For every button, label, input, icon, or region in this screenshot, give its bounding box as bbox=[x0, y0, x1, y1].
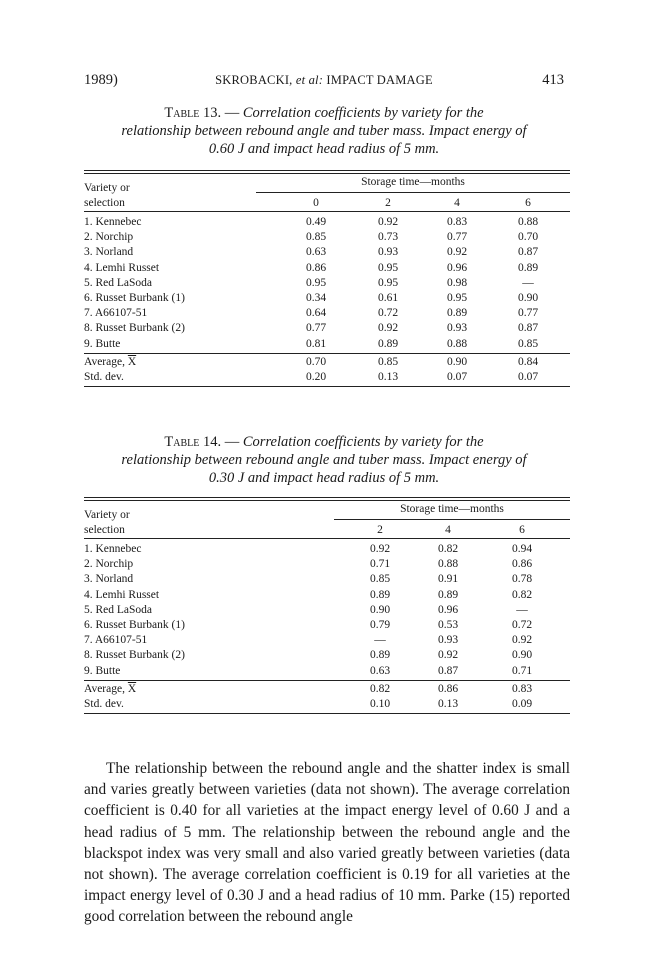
table14-table-row bbox=[84, 572, 570, 586]
table13-caption-line1: Correlation coefficients by variety for the bbox=[242, 105, 484, 121]
table14-row-label: 5. Red LaSoda bbox=[84, 603, 153, 616]
table13-table-row bbox=[84, 337, 570, 351]
table13-summary-rule bbox=[84, 353, 570, 354]
table13-summary-cell: 0.13 bbox=[377, 371, 399, 383]
table13-caption bbox=[100, 104, 548, 158]
table13-summary-cell: 0.07 bbox=[517, 371, 539, 383]
table14-cell: 0.88 bbox=[437, 558, 459, 571]
table13-cell: 0.93 bbox=[377, 246, 399, 259]
table13-header-rule bbox=[84, 211, 570, 212]
table14-table-row bbox=[84, 603, 570, 617]
table14-cell: 0.53 bbox=[437, 619, 459, 631]
table14-col-label-row-2 bbox=[84, 523, 570, 537]
table13-summary-label-text: Std. dev. bbox=[84, 371, 124, 383]
table14-column-header: 6 bbox=[519, 524, 525, 536]
table13-cell: 0.95 bbox=[446, 292, 468, 304]
table14-row-label: 9. Butte bbox=[84, 664, 121, 677]
table14-caption-label: Table bbox=[164, 434, 200, 450]
running-head-title bbox=[84, 73, 564, 88]
running-head-topic: IMPACT DAMAGE bbox=[326, 73, 433, 87]
table13-col-label-row-1 bbox=[84, 181, 570, 195]
table13-summary-label bbox=[84, 355, 136, 369]
table13-row-label: 6. Russet Burbank (1) bbox=[84, 292, 185, 304]
table13-table-row bbox=[84, 261, 570, 275]
table14-table-row bbox=[84, 648, 570, 662]
table14-cell: 0.96 bbox=[437, 603, 459, 616]
table14-row-label: 2. Norchip bbox=[84, 558, 134, 571]
table13-storage-heading: Storage time—months bbox=[361, 176, 465, 188]
page-number: 413 bbox=[542, 72, 564, 88]
table13-cell: 0.89 bbox=[446, 307, 468, 320]
table13-summary-cell: 0.07 bbox=[446, 371, 468, 383]
table14-header-rule bbox=[84, 538, 570, 539]
table14-row-label: 6. Russet Burbank (1) bbox=[84, 619, 185, 631]
table13-caption-number: 13. — bbox=[203, 105, 240, 121]
table13-summary-row bbox=[84, 370, 570, 384]
table14-summary-row bbox=[84, 682, 570, 696]
table13-cell: 0.89 bbox=[377, 337, 399, 350]
table14-col-label-1: Variety or bbox=[84, 509, 130, 521]
table13-cell: 0.73 bbox=[377, 231, 399, 244]
table13-cell: 0.63 bbox=[305, 246, 327, 259]
table13-top-rule-2 bbox=[84, 173, 570, 174]
table14-cell: — bbox=[374, 634, 386, 647]
table13-cell: 0.87 bbox=[517, 246, 539, 259]
table14-summary-row bbox=[84, 697, 570, 711]
table13-column-header: 0 bbox=[313, 197, 319, 209]
table14-cell: 0.78 bbox=[511, 573, 533, 586]
table13-cell: 0.85 bbox=[517, 337, 539, 350]
table13-cell: 0.86 bbox=[305, 261, 327, 274]
table13-table-row bbox=[84, 245, 570, 259]
table13-summary-label-text: Average, bbox=[84, 355, 125, 368]
table14-table-row bbox=[84, 588, 570, 602]
table14-summary-cell: 0.09 bbox=[511, 698, 533, 710]
table14-cell: 0.94 bbox=[511, 543, 533, 555]
table13-row-label: 9. Butte bbox=[84, 337, 121, 350]
table14-storage-heading: Storage time—months bbox=[400, 503, 504, 515]
table14-top-rule-2 bbox=[84, 500, 570, 501]
body-paragraph bbox=[84, 758, 570, 928]
table13-cell: 0.88 bbox=[446, 337, 468, 350]
table14-summary-cell: 0.82 bbox=[369, 682, 391, 695]
table14-row-label: 7. A66107-51 bbox=[84, 634, 148, 647]
table13-cell: 0.77 bbox=[305, 322, 327, 335]
table13-summary-row bbox=[84, 355, 570, 369]
table14-cell: 0.89 bbox=[437, 588, 459, 601]
table14-cell: 0.91 bbox=[437, 573, 459, 586]
table14-cell: 0.87 bbox=[437, 664, 459, 677]
table13-bottom-rule bbox=[84, 386, 570, 387]
table14-mean-symbol: $\overline{X}$ bbox=[127, 682, 137, 695]
running-head-authors: SKROBACKI, bbox=[215, 73, 293, 87]
table13-cell: 0.34 bbox=[305, 292, 327, 304]
table14-col-label-row-1 bbox=[84, 508, 570, 522]
table13-cell: 0.77 bbox=[446, 231, 468, 244]
table14-cell: 0.82 bbox=[511, 588, 533, 601]
table14-summary-label bbox=[84, 682, 136, 696]
table13-cell: 0.95 bbox=[377, 261, 399, 274]
table14-cell: 0.71 bbox=[511, 664, 533, 677]
table13-cell: 0.77 bbox=[517, 307, 539, 320]
table13-summary-cell: 0.20 bbox=[305, 371, 327, 383]
table13-cell: 0.85 bbox=[305, 231, 327, 244]
table13-cell: 0.83 bbox=[446, 216, 468, 228]
table13-table-row bbox=[84, 215, 570, 229]
table14-cell: — bbox=[516, 603, 528, 616]
table14-summary-label bbox=[84, 697, 124, 711]
table13-row-label: 2. Norchip bbox=[84, 231, 134, 244]
table13-row-label: 5. Red LaSoda bbox=[84, 276, 153, 289]
table14-table-row bbox=[84, 618, 570, 632]
table14-summary-label-text: Std. dev. bbox=[84, 698, 124, 710]
table14-row-label: 8. Russet Burbank (2) bbox=[84, 649, 185, 662]
table13-table-row bbox=[84, 230, 570, 244]
table13-cell: 0.89 bbox=[517, 261, 539, 274]
table14-column-header: 4 bbox=[445, 524, 451, 536]
table13-cell: — bbox=[522, 276, 534, 289]
table14-cell: 0.92 bbox=[511, 634, 533, 647]
table14-cell: 0.92 bbox=[369, 543, 391, 555]
table13-summary-cell: 0.84 bbox=[517, 355, 539, 368]
table14-cell: 0.89 bbox=[369, 649, 391, 662]
table14-summary-cell: 0.10 bbox=[369, 698, 391, 710]
table14-caption-number: 14. — bbox=[203, 434, 240, 450]
table13-cell: 0.70 bbox=[517, 231, 539, 244]
table14-cell: 0.90 bbox=[511, 649, 533, 662]
table14-row-label: 4. Lemhi Russet bbox=[84, 588, 160, 601]
table13-table-row bbox=[84, 321, 570, 335]
table13-cell: 0.98 bbox=[446, 276, 468, 289]
table13-cell: 0.92 bbox=[377, 322, 399, 335]
table13-cell: 0.92 bbox=[377, 216, 399, 228]
table14-caption-line3: 0.30 J and impact head radius of 5 mm. bbox=[208, 470, 440, 486]
table13-table-row bbox=[84, 276, 570, 290]
table13-column-header: 6 bbox=[525, 197, 531, 209]
table13-cell: 0.95 bbox=[305, 276, 327, 289]
table13-cell: 0.61 bbox=[377, 292, 399, 304]
table13-cell: 0.49 bbox=[305, 216, 327, 228]
table13-summary-cell: 0.70 bbox=[305, 355, 327, 368]
table14-table-row bbox=[84, 633, 570, 647]
table13-cell: 0.92 bbox=[446, 246, 468, 259]
table14-cell: 0.85 bbox=[369, 573, 391, 586]
table14-table-row bbox=[84, 542, 570, 556]
table13-summary-cell: 0.85 bbox=[377, 355, 399, 368]
table13-cell: 0.90 bbox=[517, 292, 539, 304]
table13-summary-label bbox=[84, 370, 124, 384]
table13-cell: 0.81 bbox=[305, 337, 327, 350]
table13-col-label-2: selection bbox=[84, 197, 125, 209]
table14-cell: 0.90 bbox=[369, 603, 391, 616]
table13-cell: 0.93 bbox=[446, 322, 468, 335]
table13-top-rule bbox=[84, 170, 570, 171]
running-head-etal: et al: bbox=[295, 73, 324, 87]
table13-row-label: 1. Kennebec bbox=[84, 216, 142, 228]
table14-cell: 0.86 bbox=[511, 558, 533, 571]
table13-table-row bbox=[84, 306, 570, 320]
table14-col-label-2: selection bbox=[84, 524, 125, 536]
table14-cell: 0.92 bbox=[437, 649, 459, 662]
table14-cell: 0.71 bbox=[369, 558, 391, 571]
table13-mean-symbol: $\overline{X}$ bbox=[127, 355, 137, 368]
body-text: The relationship between the rebound angle and the shatter index is small and varies greatly between varieties (data not shown). The average correlation coefficient is 0.40 for all varieties at the impact energy level of 0.60 J and a head radius of 5 mm. The relationship between the rebound angle and the blackspot index was very small and also varied greatly between varieties (data not shown). The average correlation coefficient is 0.19 for all varieties at the impact energy level of 0.30 J and a head radius of 10 mm. Parke (15) reported good correlation between the rebound angle bbox=[84, 760, 570, 926]
table14-summary-label-text: Average, bbox=[84, 682, 125, 695]
table14-cell: 0.79 bbox=[369, 619, 391, 631]
table14-caption-line2: relationship between rebound angle and tuber mass. Impact energy of bbox=[121, 452, 527, 468]
table13-cell: 0.64 bbox=[305, 307, 327, 320]
table14-cell: 0.72 bbox=[511, 619, 533, 631]
table13-cell: 0.88 bbox=[517, 216, 539, 228]
table14-summary-rule bbox=[84, 680, 570, 681]
table13-row-label: 7. A66107-51 bbox=[84, 307, 148, 320]
table14 bbox=[84, 497, 570, 727]
table14-row-label: 3. Norland bbox=[84, 573, 134, 586]
table13-cell: 0.96 bbox=[446, 261, 468, 274]
table14-cell: 0.89 bbox=[369, 588, 391, 601]
table13-col-label-1: Variety or bbox=[84, 182, 130, 194]
table14-summary-cell: 0.86 bbox=[437, 682, 459, 695]
table14-summary-cell: 0.83 bbox=[511, 682, 533, 695]
table13-cell: 0.72 bbox=[377, 307, 399, 320]
table13-caption-line3: 0.60 J and impact head radius of 5 mm. bbox=[208, 141, 440, 157]
table14-cell: 0.63 bbox=[369, 664, 391, 677]
running-header bbox=[84, 72, 564, 92]
table14-caption-line1: Correlation coefficients by variety for the bbox=[242, 434, 484, 450]
table13-row-label: 3. Norland bbox=[84, 246, 134, 259]
table13-column-header: 2 bbox=[385, 197, 391, 209]
table14-bottom-rule bbox=[84, 713, 570, 714]
table14-top-rule bbox=[84, 497, 570, 498]
table14-column-header: 2 bbox=[377, 524, 383, 536]
table13-caption-label: Table bbox=[164, 105, 200, 121]
table13-col-label-row-2 bbox=[84, 196, 570, 210]
table13-caption-line2: relationship between rebound angle and tuber mass. Impact energy of bbox=[121, 123, 527, 139]
header-year: 1989) bbox=[84, 72, 118, 88]
table13-cell: 0.95 bbox=[377, 276, 399, 289]
table13-row-label: 8. Russet Burbank (2) bbox=[84, 322, 185, 335]
table14-cell: 0.93 bbox=[437, 634, 459, 647]
table13-table-row bbox=[84, 291, 570, 305]
table13-row-label: 4. Lemhi Russet bbox=[84, 261, 160, 274]
table14-cell: 0.82 bbox=[437, 543, 459, 555]
table14-table-row bbox=[84, 557, 570, 571]
table14-summary-cell: 0.13 bbox=[437, 698, 459, 710]
table13-summary-cell: 0.90 bbox=[446, 355, 468, 368]
table14-row-label: 1. Kennebec bbox=[84, 543, 142, 555]
table13-column-header: 4 bbox=[454, 197, 460, 209]
table13 bbox=[84, 170, 570, 400]
table13-cell: 0.87 bbox=[517, 322, 539, 335]
table14-caption bbox=[100, 433, 548, 487]
table14-table-row bbox=[84, 664, 570, 678]
